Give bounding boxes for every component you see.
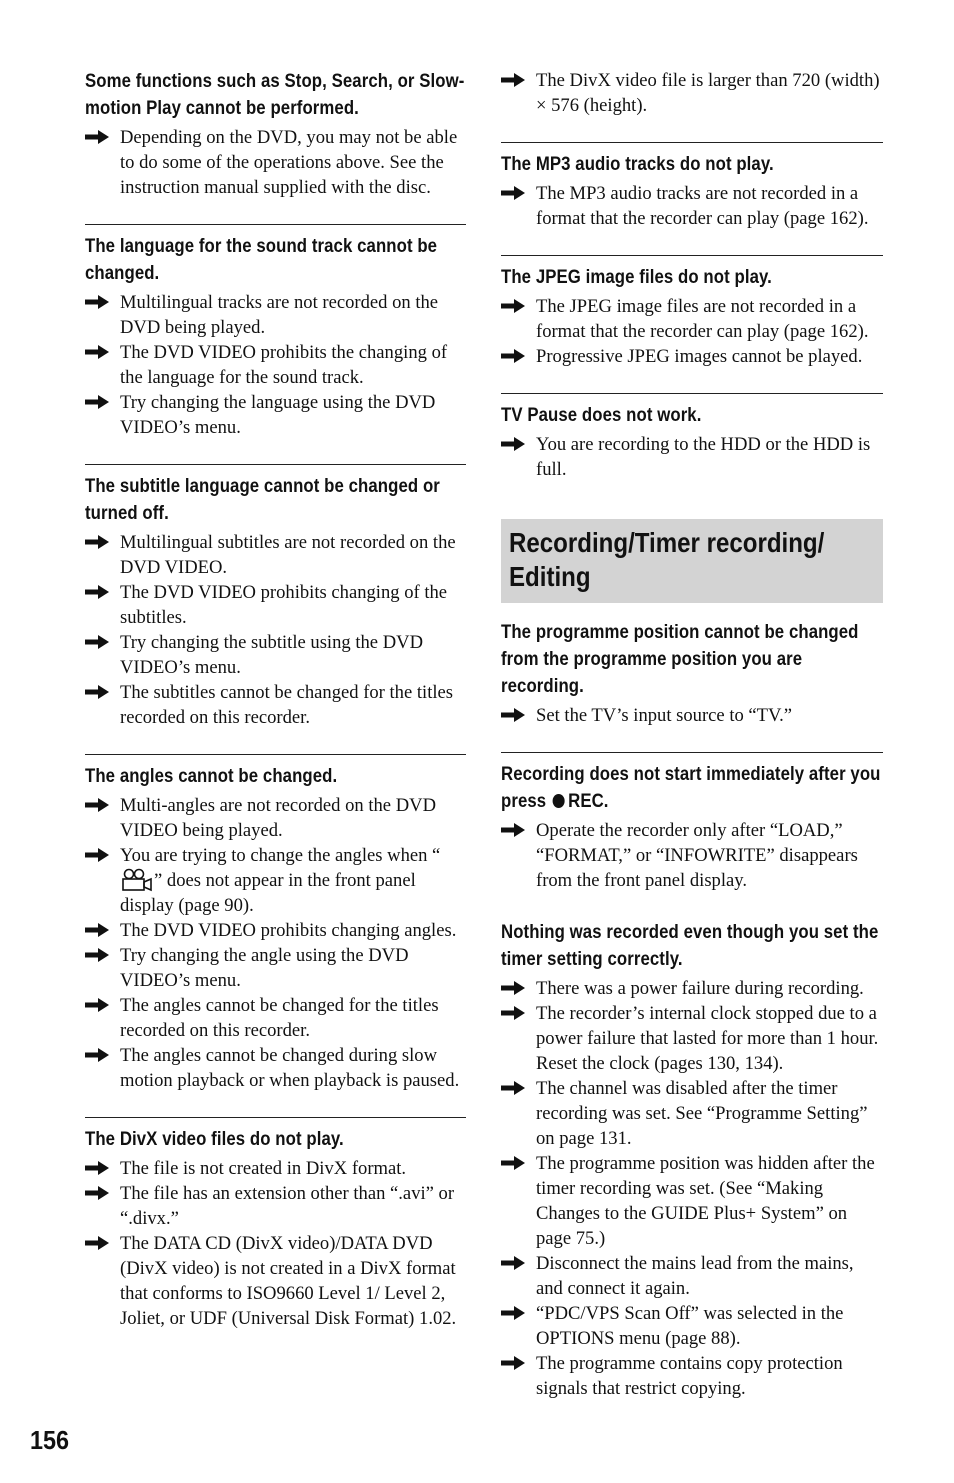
section-heading: The programme position cannot be changed from the programme position you are recording. bbox=[501, 621, 859, 697]
section-recording-start bbox=[501, 752, 883, 893]
section-subtitle bbox=[85, 464, 466, 730]
item-text: The MP3 audio tracks are not recorded in a format that the recorder can play (page 162). bbox=[536, 183, 869, 229]
arrow-right-icon bbox=[85, 1048, 109, 1062]
list-item bbox=[501, 432, 883, 482]
item-text: Try changing the language using the DVD VIDEO’s menu. bbox=[120, 392, 436, 438]
arrow-right-icon bbox=[85, 345, 109, 359]
item-text: Multilingual subtitles are not recorded on the DVD VIDEO. bbox=[120, 532, 456, 578]
arrow-right-icon bbox=[501, 1356, 525, 1370]
section-heading: The subtitle language cannot be changed or turned off. bbox=[85, 475, 440, 524]
item-text: The DivX video file is larger than 720 (width) × 576 (height). bbox=[536, 70, 880, 116]
list-item bbox=[501, 294, 883, 344]
list-item bbox=[85, 1156, 466, 1181]
arrow-right-icon bbox=[85, 585, 109, 599]
list-item bbox=[501, 1001, 883, 1076]
item-text: Multilingual tracks are not recorded on the DVD being played. bbox=[120, 292, 439, 338]
section-divx-continued bbox=[501, 68, 883, 118]
arrow-right-icon bbox=[85, 948, 109, 962]
list-item bbox=[501, 68, 883, 118]
list-item bbox=[85, 1181, 466, 1231]
list-item bbox=[85, 390, 466, 440]
section-programme-position bbox=[501, 619, 883, 728]
heading-text-before: Recording does not start immediately after you press bbox=[501, 763, 881, 812]
item-text: The DVD VIDEO prohibits changing of the subtitles. bbox=[120, 582, 448, 628]
list-item bbox=[85, 993, 466, 1043]
heading-text-after: REC. bbox=[568, 790, 609, 812]
item-text: The programme contains copy protection signals that restrict copying. bbox=[536, 1353, 843, 1399]
item-list bbox=[501, 818, 883, 893]
angle-camera-icon bbox=[120, 868, 154, 892]
item-text: The channel was disabled after the timer recording was set. See “Programme Setting” on page 131. bbox=[536, 1078, 868, 1149]
category-title: Recording/Timer recording/ Editing bbox=[509, 527, 825, 592]
item-text: There was a power failure during recording. bbox=[536, 978, 864, 999]
section-nothing-recorded bbox=[501, 917, 883, 1401]
arrow-right-icon bbox=[85, 535, 109, 549]
section-divx bbox=[85, 1117, 466, 1331]
arrow-right-icon bbox=[501, 349, 525, 363]
item-text: The subtitles cannot be changed for the titles recorded on this recorder. bbox=[120, 682, 454, 728]
arrow-right-icon bbox=[501, 708, 525, 722]
section-functions bbox=[85, 68, 466, 200]
arrow-right-icon bbox=[85, 848, 109, 862]
list-item bbox=[85, 530, 466, 580]
category-banner bbox=[501, 519, 883, 603]
item-text: The DATA CD (DivX video)/DATA DVD (DivX video) is not created in a DivX format that conforms to ISO9660 Level 1/ Level 2, Joliet, or UDF (Universal Disk Format) 1.02. bbox=[120, 1233, 457, 1329]
item-text: The file is not created in DivX format. bbox=[120, 1158, 407, 1179]
left-column bbox=[85, 68, 466, 1331]
section-sound-track bbox=[85, 224, 466, 440]
arrow-right-icon bbox=[501, 1256, 525, 1270]
list-item bbox=[85, 340, 466, 390]
section-tv-pause bbox=[501, 393, 883, 482]
list-item bbox=[501, 1151, 883, 1251]
item-text: “PDC/VPS Scan Off” was selected in the OPTIONS menu (page 88). bbox=[536, 1303, 844, 1349]
arrow-right-icon bbox=[85, 1161, 109, 1175]
item-list bbox=[501, 294, 883, 369]
list-item bbox=[85, 918, 466, 943]
list-item bbox=[501, 976, 883, 1001]
section-heading: TV Pause does not work. bbox=[501, 404, 702, 426]
item-list bbox=[85, 1156, 466, 1331]
arrow-right-icon bbox=[501, 1306, 525, 1320]
list-item bbox=[85, 1231, 466, 1331]
item-text-after: ” does not appear in the front panel display (page 90). bbox=[120, 870, 416, 916]
list-item bbox=[501, 1301, 883, 1351]
item-text: The programme position was hidden after the timer recording was set. (See “Making Changes to the GUIDE Plus+ System” on page 75.) bbox=[536, 1153, 875, 1249]
arrow-right-icon bbox=[501, 73, 525, 87]
item-text: Multi-angles are not recorded on the DVD VIDEO being played. bbox=[120, 795, 436, 841]
item-list bbox=[85, 290, 466, 440]
arrow-right-icon bbox=[85, 998, 109, 1012]
item-text: Try changing the subtitle using the DVD VIDEO’s menu. bbox=[120, 632, 423, 678]
list-item bbox=[501, 344, 883, 369]
arrow-right-icon bbox=[501, 299, 525, 313]
section-heading bbox=[501, 761, 882, 815]
section-jpeg bbox=[501, 255, 883, 369]
section-heading: The angles cannot be changed. bbox=[85, 765, 338, 787]
list-item bbox=[85, 125, 466, 200]
list-item bbox=[501, 181, 883, 231]
list-item bbox=[85, 680, 466, 730]
item-list bbox=[85, 125, 466, 200]
list-item bbox=[501, 1076, 883, 1151]
item-text: The angles cannot be changed for the titles recorded on this recorder. bbox=[120, 995, 439, 1041]
item-text: Operate the recorder only after “LOAD,” “FORMAT,” or “INFOWRITE” disappears from the front panel display. bbox=[536, 820, 858, 891]
arrow-right-icon bbox=[85, 295, 109, 309]
section-heading: Nothing was recorded even though you set the timer setting correctly. bbox=[501, 921, 879, 970]
item-text: Set the TV’s input source to “TV.” bbox=[536, 705, 792, 726]
item-text: Try changing the angle using the DVD VIDEO’s menu. bbox=[120, 945, 409, 991]
list-item bbox=[501, 818, 883, 893]
list-item bbox=[85, 580, 466, 630]
list-item bbox=[85, 793, 466, 843]
section-heading: Some functions such as Stop, Search, or Slow-motion Play cannot be performed. bbox=[85, 70, 465, 119]
item-text: The DVD VIDEO prohibits changing angles. bbox=[120, 920, 457, 941]
item-text: The DVD VIDEO prohibits the changing of the language for the sound track. bbox=[120, 342, 448, 388]
item-text: The JPEG image files are not recorded in a format that the recorder can play (page 162). bbox=[536, 296, 869, 342]
item-list bbox=[85, 530, 466, 730]
item-text: The recorder’s internal clock stopped due to a power failure that lasted for more than 1 hour. Reset the clock (pages 130, 134). bbox=[536, 1003, 879, 1074]
item-text: The angles cannot be changed during slow motion playback or when playback is paused. bbox=[120, 1045, 460, 1091]
item-list bbox=[501, 181, 883, 231]
arrow-right-icon bbox=[85, 1236, 109, 1250]
item-text: Progressive JPEG images cannot be played. bbox=[536, 346, 863, 367]
item-text: Depending on the DVD, you may not be able to do some of the operations above. See the instruction manual supplied with the disc. bbox=[120, 127, 458, 198]
list-item bbox=[85, 630, 466, 680]
arrow-right-icon bbox=[501, 437, 525, 451]
list-item bbox=[85, 843, 466, 918]
arrow-right-icon bbox=[85, 685, 109, 699]
section-heading: The MP3 audio tracks do not play. bbox=[501, 153, 774, 175]
item-text-before: You are trying to change the angles when “ bbox=[120, 845, 441, 866]
section-heading: The DivX video files do not play. bbox=[85, 1128, 344, 1150]
arrow-right-icon bbox=[501, 981, 525, 995]
section-angles bbox=[85, 754, 466, 1093]
section-mp3 bbox=[501, 142, 883, 231]
section-heading: The JPEG image files do not play. bbox=[501, 266, 772, 288]
arrow-right-icon bbox=[85, 923, 109, 937]
arrow-right-icon bbox=[85, 395, 109, 409]
arrow-right-icon bbox=[501, 823, 525, 837]
arrow-right-icon bbox=[501, 186, 525, 200]
arrow-right-icon bbox=[85, 798, 109, 812]
list-item bbox=[85, 943, 466, 993]
right-column bbox=[501, 68, 883, 1401]
item-text: The file has an extension other than “.avi” or “.divx.” bbox=[120, 1183, 455, 1229]
item-list bbox=[501, 432, 883, 482]
arrow-right-icon bbox=[85, 1186, 109, 1200]
item-text: You are recording to the HDD or the HDD is full. bbox=[536, 434, 871, 480]
rec-button-icon bbox=[553, 794, 565, 808]
arrow-right-icon bbox=[501, 1081, 525, 1095]
arrow-right-icon bbox=[85, 130, 109, 144]
list-item bbox=[85, 290, 466, 340]
page-number: 156 bbox=[30, 1425, 70, 1455]
item-list bbox=[501, 68, 883, 118]
item-list bbox=[85, 793, 466, 1093]
arrow-right-icon bbox=[501, 1156, 525, 1170]
item-list bbox=[501, 703, 883, 728]
arrow-right-icon bbox=[85, 635, 109, 649]
item-list bbox=[501, 976, 883, 1401]
list-item bbox=[501, 703, 883, 728]
list-item bbox=[501, 1251, 883, 1301]
item-text: Disconnect the mains lead from the mains, and connect it again. bbox=[536, 1253, 854, 1299]
arrow-right-icon bbox=[501, 1006, 525, 1020]
list-item bbox=[501, 1351, 883, 1401]
list-item bbox=[85, 1043, 466, 1093]
section-heading: The language for the sound track cannot be changed. bbox=[85, 235, 438, 284]
